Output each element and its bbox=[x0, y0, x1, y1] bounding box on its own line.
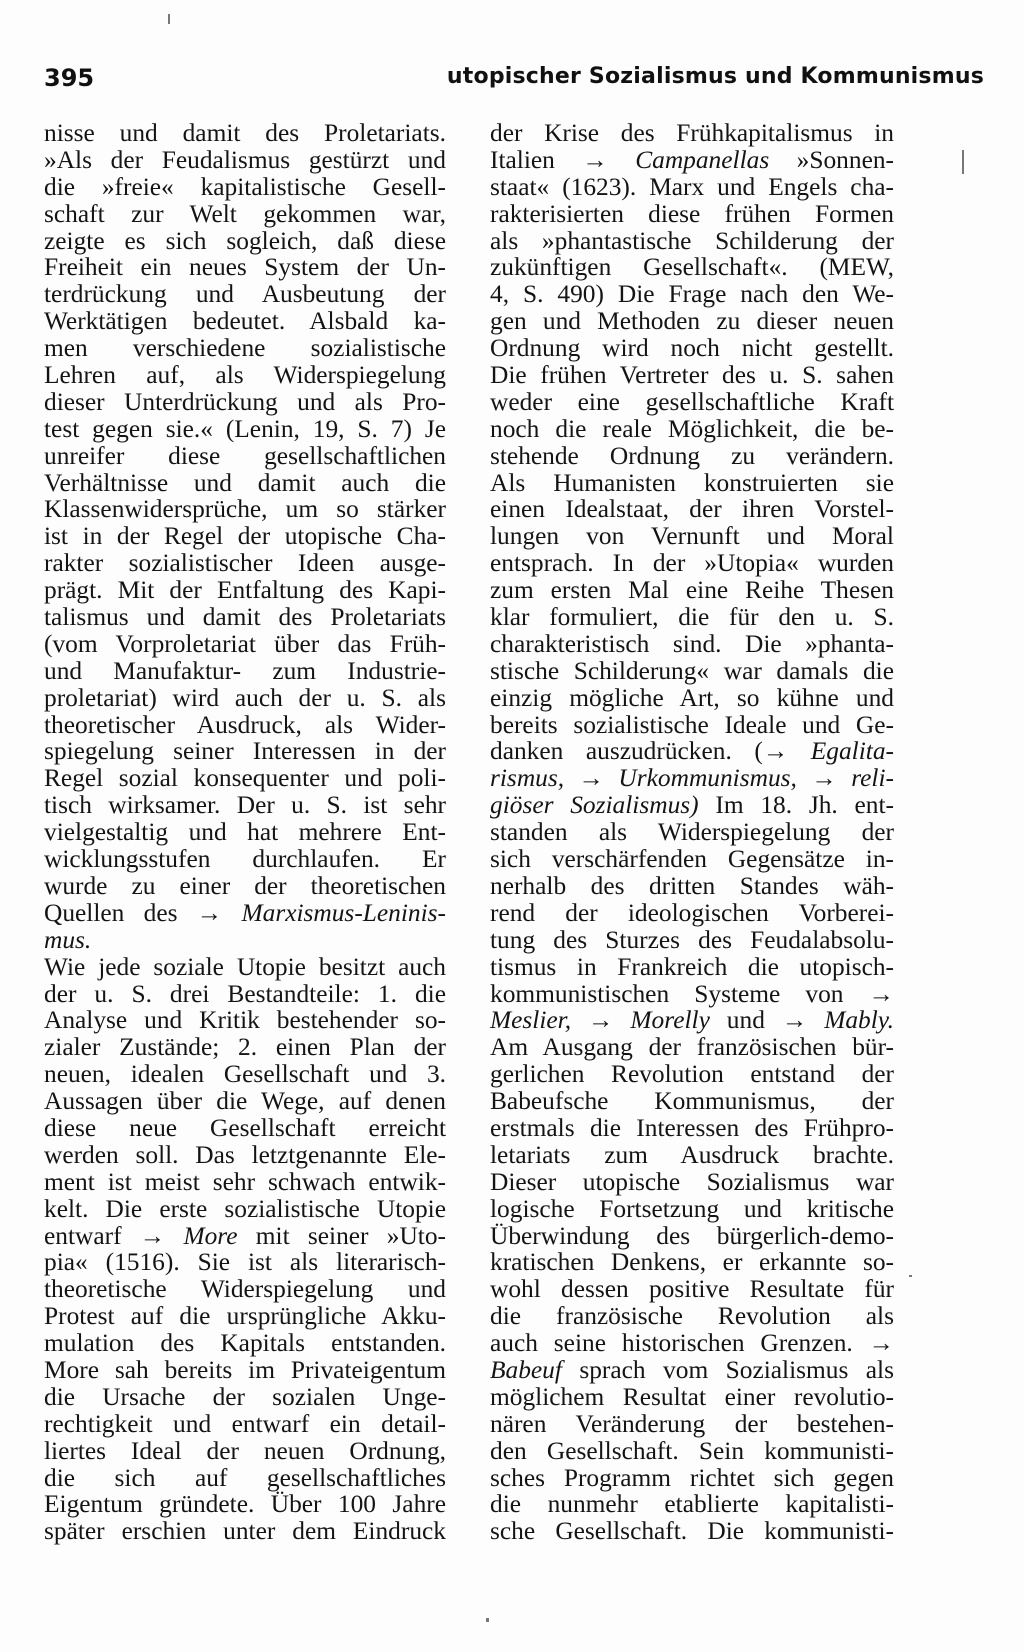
text-line: erstmals die Interessen des Frühpro- bbox=[490, 1113, 894, 1142]
text-line: ist in der Regel der utopische Cha- bbox=[44, 522, 446, 551]
text-line: werden soll. Das letztgenannte Ele- bbox=[44, 1140, 446, 1169]
scan-speck bbox=[962, 150, 964, 174]
text-line: tung des Sturzes des Feudalabsolu- bbox=[490, 925, 894, 954]
cross-reference: Morelly bbox=[630, 1006, 710, 1035]
text-line: talismus und damit des Proletariats bbox=[44, 603, 446, 632]
text-line: theoretische Widerspiegelung und bbox=[44, 1275, 446, 1304]
text-line: Protest auf die ursprüngliche Akku- bbox=[44, 1302, 446, 1331]
cross-reference: giöser Sozialismus) bbox=[490, 791, 716, 820]
text-line: pia« (1516). Sie ist als literarisch- bbox=[44, 1248, 446, 1277]
text-line: stische Schilderung« war damals die bbox=[490, 656, 894, 685]
text-line: charakteristisch sind. Die »phanta- bbox=[490, 629, 894, 658]
text-line: Freiheit ein neues System der Un- bbox=[44, 253, 446, 282]
cross-reference: Mably. bbox=[824, 1006, 894, 1035]
text-line: kratischen Denkens, er erkannte so- bbox=[490, 1248, 894, 1277]
text-line: noch die reale Möglichkeit, die be- bbox=[490, 414, 894, 443]
text-line: proletariat) wird auch der u. S. als bbox=[44, 683, 446, 712]
text-line: zeigte es sich sogleich, daß diese bbox=[44, 226, 446, 255]
text-line: nerhalb des dritten Standes wäh- bbox=[490, 871, 894, 900]
text-line: staat« (1623). Marx und Engels cha- bbox=[490, 172, 894, 201]
text-line: Analyse und Kritik bestehender so- bbox=[44, 1006, 446, 1035]
text-fragment: sprach vom Sozialismus als bbox=[561, 1355, 894, 1384]
scan-speck bbox=[909, 1275, 912, 1277]
text-line: Aussagen über die Wege, auf denen bbox=[44, 1087, 446, 1116]
text-line: Babeufsche Kommunismus, der bbox=[490, 1087, 894, 1116]
cross-reference: rismus, → bbox=[490, 764, 619, 793]
text-line: sche Gesellschaft. Die kommunisti- bbox=[490, 1517, 894, 1546]
text-line: rechtigkeit und entwarf ein detail- bbox=[44, 1409, 446, 1438]
cross-reference: Urkommunismus, bbox=[618, 764, 797, 793]
text-line: Die frühen Vertreter des u. S. sahen bbox=[490, 361, 894, 390]
text-line: prägt. Mit der Entfaltung des Kapi- bbox=[44, 576, 446, 605]
text-line: Klassenwidersprüche, um so stärker bbox=[44, 495, 446, 524]
text-line: kommunistischen Systeme von → bbox=[490, 979, 894, 1008]
text-line: der Krise des Frühkapitalismus in bbox=[490, 119, 894, 147]
text-line-egalitarismus bbox=[490, 738, 894, 765]
text-line: logische Fortsetzung und kritische bbox=[490, 1194, 894, 1223]
text-line: zukünftigen Gesellschaft«. (MEW, bbox=[490, 253, 894, 282]
text-line: tisch wirksamer. Der u. S. ist sehr bbox=[44, 791, 446, 820]
text-fragment: Quellen des → bbox=[44, 898, 242, 927]
text-line: »Als der Feudalismus gestürzt und bbox=[44, 145, 446, 174]
text-line: Dieser utopische Sozialismus war bbox=[490, 1167, 894, 1196]
cross-reference: More bbox=[183, 1221, 238, 1250]
text-line: rakter sozialistischer Ideen ausge- bbox=[44, 549, 446, 578]
text-line-religioeser bbox=[490, 792, 894, 819]
text-line: terdrückung und Ausbeutung der bbox=[44, 280, 446, 309]
text-line: gen und Methoden zu dieser neuen bbox=[490, 307, 894, 336]
text-line: sich verschärfenden Gegensätze in- bbox=[490, 845, 894, 874]
text-line: später erschien unter dem Eindruck bbox=[44, 1517, 446, 1546]
text-line: bereits sozialistische Ideale und Ge- bbox=[490, 710, 894, 739]
text-fragment: mit seiner »Uto- bbox=[237, 1221, 447, 1250]
text-line: die nunmehr etablierte kapitalisti- bbox=[490, 1490, 894, 1519]
text-line: dieser Unterdrückung und als Pro- bbox=[44, 387, 446, 416]
text-line: Überwindung des bürgerlich-demo- bbox=[490, 1221, 894, 1250]
text-line: Am Ausgang der französischen bür- bbox=[490, 1033, 894, 1062]
text-line: klar formuliert, die für den u. S. bbox=[490, 603, 894, 632]
text-line: möglichem Resultat einer revolutio- bbox=[490, 1382, 894, 1411]
running-title: utopischer Sozialismus und Kommunismus bbox=[446, 64, 984, 89]
text-line: wohl dessen positive Resultate für bbox=[490, 1275, 894, 1304]
cross-reference: Marxismus-Leninis- bbox=[241, 898, 446, 927]
text-line: tismus in Frankreich die utopisch- bbox=[490, 952, 894, 981]
text-fragment: → bbox=[571, 1006, 631, 1035]
text-line: lungen von Vernunft und Moral bbox=[490, 522, 894, 551]
text-line: die französische Revolution als bbox=[490, 1302, 894, 1331]
text-line: letariats zum Ausdruck brachte. bbox=[490, 1140, 894, 1169]
text-line: stehende Ordnung zu verändern. bbox=[490, 441, 894, 470]
text-line: die Ursache der sozialen Unge- bbox=[44, 1382, 446, 1411]
text-fragment: und → bbox=[709, 1006, 825, 1035]
text-line: liertes Ideal der neuen Ordnung, bbox=[44, 1436, 446, 1465]
right-column bbox=[490, 120, 894, 1545]
text-line: weder eine gesellschaftliche Kraft bbox=[490, 387, 894, 416]
text-line: 4, S. 490) Die Frage nach den We- bbox=[490, 280, 894, 309]
text-line: (vom Vorproletariat über das Früh- bbox=[44, 629, 446, 658]
text-line: More sah bereits im Privateigentum bbox=[44, 1355, 446, 1384]
cross-reference: reli- bbox=[851, 764, 894, 793]
text-line-campanella bbox=[490, 147, 894, 174]
text-line-marxismus bbox=[44, 900, 446, 927]
cross-reference: mus. bbox=[44, 925, 92, 954]
text-line: vielgestaltig und hat mehrere Ent- bbox=[44, 818, 446, 847]
text-line: schaft zur Welt gekommen war, bbox=[44, 199, 446, 228]
text-line-urkommunismus bbox=[490, 765, 894, 792]
text-line: entsprach. In der »Utopia« wurden bbox=[490, 549, 894, 578]
text-fragment: entwarf → bbox=[44, 1221, 184, 1250]
text-line: test gegen sie.« (Lenin, 19, S. 7) Je bbox=[44, 414, 446, 443]
text-line: rakterisierten diese frühen Formen bbox=[490, 199, 894, 228]
text-line: zialer Zustände; 2. einen Plan der bbox=[44, 1033, 446, 1062]
text-line: den Gesellschaft. Sein kommunisti- bbox=[490, 1436, 894, 1465]
page-number: 395 bbox=[44, 64, 95, 92]
text-fragment: danken auszudrücken. (→ bbox=[490, 737, 811, 766]
text-line: einzig mögliche Art, so kühne und bbox=[490, 683, 894, 712]
text-line: theoretischer Ausdruck, als Wider- bbox=[44, 710, 446, 739]
text-line: spiegelung seiner Interessen in der bbox=[44, 737, 446, 766]
text-line: gerlichen Revolution entstand der bbox=[490, 1060, 894, 1089]
text-line: Als Humanisten konstruierten sie bbox=[490, 468, 894, 497]
text-line: diese neue Gesellschaft erreicht bbox=[44, 1113, 446, 1142]
text-line: Eigentum gründete. Über 100 Jahre bbox=[44, 1490, 446, 1519]
text-line: men verschiedene sozialistische bbox=[44, 334, 446, 363]
text-line bbox=[44, 927, 446, 954]
text-line: und Manufaktur- zum Industrie- bbox=[44, 656, 446, 685]
text-line: rend der ideologischen Vorberei- bbox=[490, 898, 894, 927]
scan-speck bbox=[486, 1618, 489, 1622]
text-line: sches Programm richtet sich gegen bbox=[490, 1463, 894, 1492]
text-line: als »phantastische Schilderung der bbox=[490, 226, 894, 255]
text-line: ment ist meist sehr schwach entwik- bbox=[44, 1167, 446, 1196]
text-line: einen Idealstaat, der ihren Vorstel- bbox=[490, 495, 894, 524]
text-line-more bbox=[44, 1223, 446, 1250]
text-line: standen als Widerspiegelung der bbox=[490, 818, 894, 847]
text-line-meslier bbox=[490, 1007, 894, 1034]
text-line: Wie jede soziale Utopie besitzt auch bbox=[44, 952, 446, 981]
text-line: die sich auf gesellschaftliches bbox=[44, 1463, 446, 1492]
text-fragment: »Sonnen- bbox=[769, 145, 894, 174]
text-line: neuen, idealen Gesellschaft und 3. bbox=[44, 1060, 446, 1089]
cross-reference: Campanellas bbox=[635, 145, 770, 174]
text-line: Lehren auf, als Widerspiegelung bbox=[44, 361, 446, 390]
text-line: mulation des Kapitals entstanden. bbox=[44, 1329, 446, 1358]
text-line: nären Veränderung der bestehen- bbox=[490, 1409, 894, 1438]
text-fragment: → bbox=[796, 764, 852, 793]
text-line: wurde zu einer der theoretischen bbox=[44, 871, 446, 900]
text-fragment: Im 18. Jh. ent- bbox=[715, 791, 894, 820]
text-line: Regel sozial konsequenter und poli- bbox=[44, 764, 446, 793]
text-line: Werktätigen bedeutet. Alsbald ka- bbox=[44, 307, 446, 336]
text-line-babeuf bbox=[490, 1357, 894, 1384]
text-line: Ordnung wird noch nicht gestellt. bbox=[490, 334, 894, 363]
cross-reference: Meslier, bbox=[490, 1006, 572, 1035]
text-line: unreifer diese gesellschaftlichen bbox=[44, 441, 446, 470]
text-line: auch seine historischen Grenzen. → bbox=[490, 1329, 894, 1358]
text-line: zum ersten Mal eine Reihe Thesen bbox=[490, 576, 894, 605]
text-line: die »freie« kapitalistische Gesell- bbox=[44, 172, 446, 201]
page-header bbox=[44, 64, 984, 104]
text-fragment: Italien → bbox=[490, 145, 636, 174]
cross-reference: Babeuf bbox=[490, 1355, 562, 1384]
text-line: der u. S. drei Bestandteile: 1. die bbox=[44, 979, 446, 1008]
scan-speck bbox=[168, 14, 170, 24]
cross-reference: Egalita- bbox=[810, 737, 894, 766]
text-line: kelt. Die erste sozialistische Utopie bbox=[44, 1194, 446, 1223]
text-line: Verhältnisse und damit auch die bbox=[44, 468, 446, 497]
left-column bbox=[44, 120, 446, 1545]
text-line: wicklungsstufen durchlaufen. Er bbox=[44, 845, 446, 874]
text-line: nisse und damit des Proletariats. bbox=[44, 119, 446, 147]
